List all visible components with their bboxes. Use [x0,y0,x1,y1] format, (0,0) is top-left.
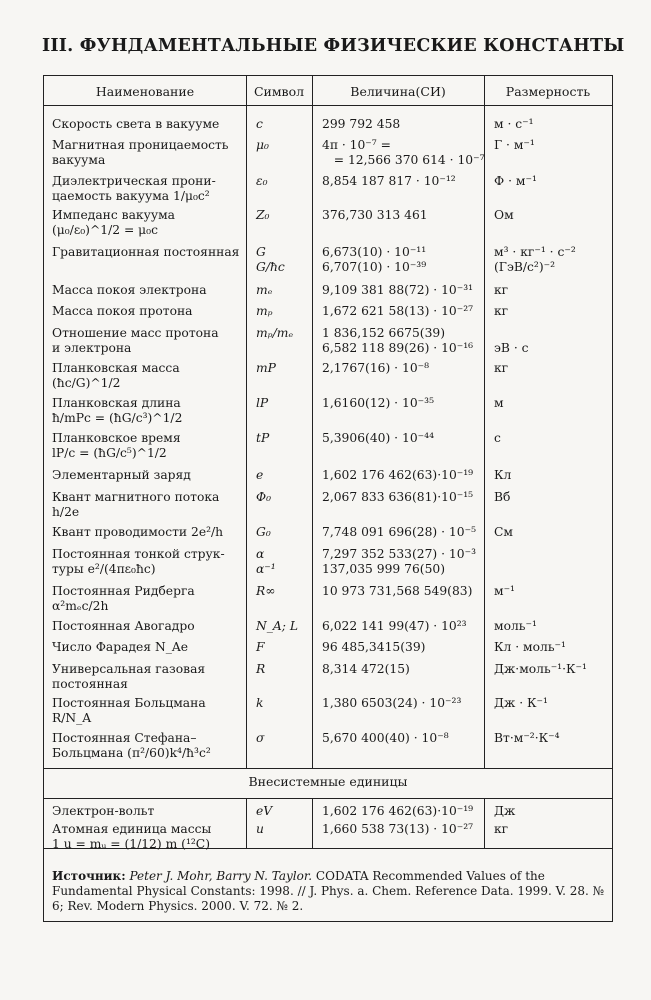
constant-dimension: Ом [494,208,514,222]
section-title: Внесистемные единицы [248,774,408,789]
constant-symbol: mP [256,361,276,375]
constant-value: 7,748 091 696(28) · 10⁻⁵ [322,525,476,539]
constant-dimension: моль⁻¹ [494,619,537,633]
constant-value: 5,3906(40) · 10⁻⁴⁴ [322,431,434,445]
constant-value: 6,673(10) · 10⁻¹¹ 6,707(10) · 10⁻³⁹ [322,245,427,274]
constant-value: 1,380 6503(24) · 10⁻²³ [322,696,462,710]
constant-symbol: mₚ/mₑ [256,326,294,340]
constant-value: 2,067 833 636(81)·10⁻¹⁵ [322,490,474,504]
constant-name: Скорость света в вакууме [52,117,220,131]
constant-dimension: м³ · кг⁻¹ · с⁻² (ГэВ/c²)⁻² [494,245,576,274]
constant-symbol: eV [256,804,273,818]
constant-name: Планковское время lP/c = (ħG/c⁵)^1/2 [52,431,181,460]
constant-name: Универсальная газовая постоянная [52,662,206,691]
constant-name: Импеданс вакуума (μ₀/ε₀)^1/2 = μ₀c [52,208,175,237]
constant-name: Масса покоя протона [52,304,193,318]
constant-dimension: м · с⁻¹ [494,117,534,131]
constant-name: Магнитная проницаемость вакуума [52,138,229,167]
constant-name: Планковская длина ħ/mPc = (ħG/c³)^1/2 [52,396,183,425]
constant-name: Постоянная Стефана– Больцмана (π²/60)k⁴/ħ³c² [52,731,211,760]
section-divider [44,768,612,769]
constant-name: Постоянная Авогадро [52,619,195,633]
constant-symbol: tP [256,431,270,445]
constants-table [43,75,613,922]
constant-name: Отношение масс протона и электрона [52,326,219,355]
constant-symbol: F [256,640,265,654]
section-divider [44,798,612,799]
constant-name: Диэлектрическая прони- цаемость вакуума 1/μ₀c² [52,174,216,203]
constant-value: 1 836,152 6675(39) 6,582 118 89(26) · 10⁻¹⁶ [322,326,474,355]
column-divider [484,76,485,768]
constant-dimension: м [494,396,504,410]
constant-value: 96 485,3415(39) [322,640,426,654]
constant-symbol: R [256,662,266,676]
header-symbol: Символ [253,84,305,99]
constant-symbol: G₀ [256,525,271,539]
constant-symbol: Φ₀ [256,490,272,504]
constant-symbol: e [256,468,264,482]
source-label: Источник: [52,869,126,883]
constant-symbol: c [256,117,263,131]
constant-name: Электрон-вольт [52,804,155,818]
constant-value: 6,022 141 99(47) · 10²³ [322,619,467,633]
constant-value: 1,660 538 73(13) · 10⁻²⁷ [322,822,474,836]
constant-value: 8,314 472(15) [322,662,410,676]
constant-name: Гравитационная постоянная [52,245,240,259]
constant-value: 8,854 187 817 · 10⁻¹² [322,174,456,188]
source-text: CODATA Recommended Values of the Fundamental Physical Constants: 1998. // J. Phys. a. Chem. Reference Data. 1999. V. 28. № 6; Rev. Modern Physics. 2000. V. 72. № 2. [52,869,605,913]
constant-dimension: Дж [494,804,516,818]
header-divider [44,105,612,106]
column-divider [312,798,313,848]
column-divider [246,798,247,848]
constant-name: Элементарный заряд [52,468,191,482]
constant-symbol: u [256,822,264,836]
constant-dimension: Г · м⁻¹ [494,138,535,152]
constant-dimension: См [494,525,513,539]
constant-symbol: mₑ [256,283,273,297]
constant-value: 7,297 352 533(27) · 10⁻³ 137,035 999 76(50) [322,547,476,576]
constant-value: 1,602 176 462(63)·10⁻¹⁹ [322,804,474,818]
constant-value: 5,670 400(40) · 10⁻⁸ [322,731,449,745]
constant-dimension: Дж·моль⁻¹·К⁻¹ [494,662,587,676]
constant-name: Атомная единица массы 1 u = mᵤ = (1/12) m (¹²C) [52,822,212,851]
constant-value: 299 792 458 [322,117,401,131]
header-value: Величина(СИ) [350,84,446,99]
constant-symbol: μ₀ [256,138,269,152]
constant-symbol: k [256,696,264,710]
constant-value: 376,730 313 461 [322,208,428,222]
constant-value: 2,1767(16) · 10⁻⁸ [322,361,430,375]
constant-dimension: эВ · с [494,341,529,355]
constant-value: 9,109 381 88(72) · 10⁻³¹ [322,283,474,297]
constant-value: 10 973 731,568 549(83) [322,584,473,598]
constant-symbol: σ [256,731,265,745]
constant-dimension: кг [494,822,509,836]
constant-dimension: Кл [494,468,512,482]
constant-symbol: N_A; L [256,619,299,633]
constant-symbol: ε₀ [256,174,268,188]
constant-name: Масса покоя электрона [52,283,207,297]
constant-name: Постоянная Больцмана R/N_A [52,696,206,725]
constant-dimension: Кл · моль⁻¹ [494,640,566,654]
page-title: III. ФУНДАМЕНТАЛЬНЫЕ ФИЗИЧЕСКИЕ КОНСТАНТЫ [42,36,625,56]
constant-name: Квант магнитного потока h/2e [52,490,220,519]
constant-symbol: mₚ [256,304,273,318]
header-dimension: Размерность [505,84,591,99]
constant-value: 1,6160(12) · 10⁻³⁵ [322,396,434,410]
source-authors: Peter J. Mohr, Barry N. Taylor. [129,869,313,883]
constant-symbol: G G/ħc [256,245,285,274]
constant-name: Постоянная тонкой струк- туры e²/(4πε₀ħc) [52,547,225,576]
constant-name: Число Фарадея N_Ae [52,640,189,654]
constant-dimension: кг [494,304,509,318]
column-divider [484,798,485,848]
header-name: Наименование [95,84,195,99]
constant-symbol: R∞ [256,584,276,598]
constant-symbol: α α⁻¹ [256,547,276,576]
source-note [52,869,606,914]
constant-name: Постоянная Ридберга α²mₑc/2h [52,584,195,613]
constant-dimension: кг [494,283,509,297]
column-divider [312,76,313,768]
constant-name: Квант проводимости 2e²/h [52,525,224,539]
constant-symbol: lP [256,396,269,410]
constant-name: Планковская масса (ħc/G)^1/2 [52,361,180,390]
constant-value: 1,672 621 58(13) · 10⁻²⁷ [322,304,474,318]
constant-dimension: с [494,431,501,445]
constant-dimension: Вт·м⁻²·К⁻⁴ [494,731,560,745]
constant-dimension: Ф · м⁻¹ [494,174,537,188]
constant-dimension: Вб [494,490,511,504]
constant-dimension: м⁻¹ [494,584,515,598]
constant-value: 4π · 10⁻⁷ = = 12,566 370 614 · 10⁻⁷ [322,138,485,167]
column-divider [246,76,247,768]
constant-dimension: Дж · К⁻¹ [494,696,548,710]
constant-value: 1,602 176 462(63)·10⁻¹⁹ [322,468,474,482]
constant-dimension: кг [494,361,509,375]
constant-symbol: Z₀ [256,208,270,222]
